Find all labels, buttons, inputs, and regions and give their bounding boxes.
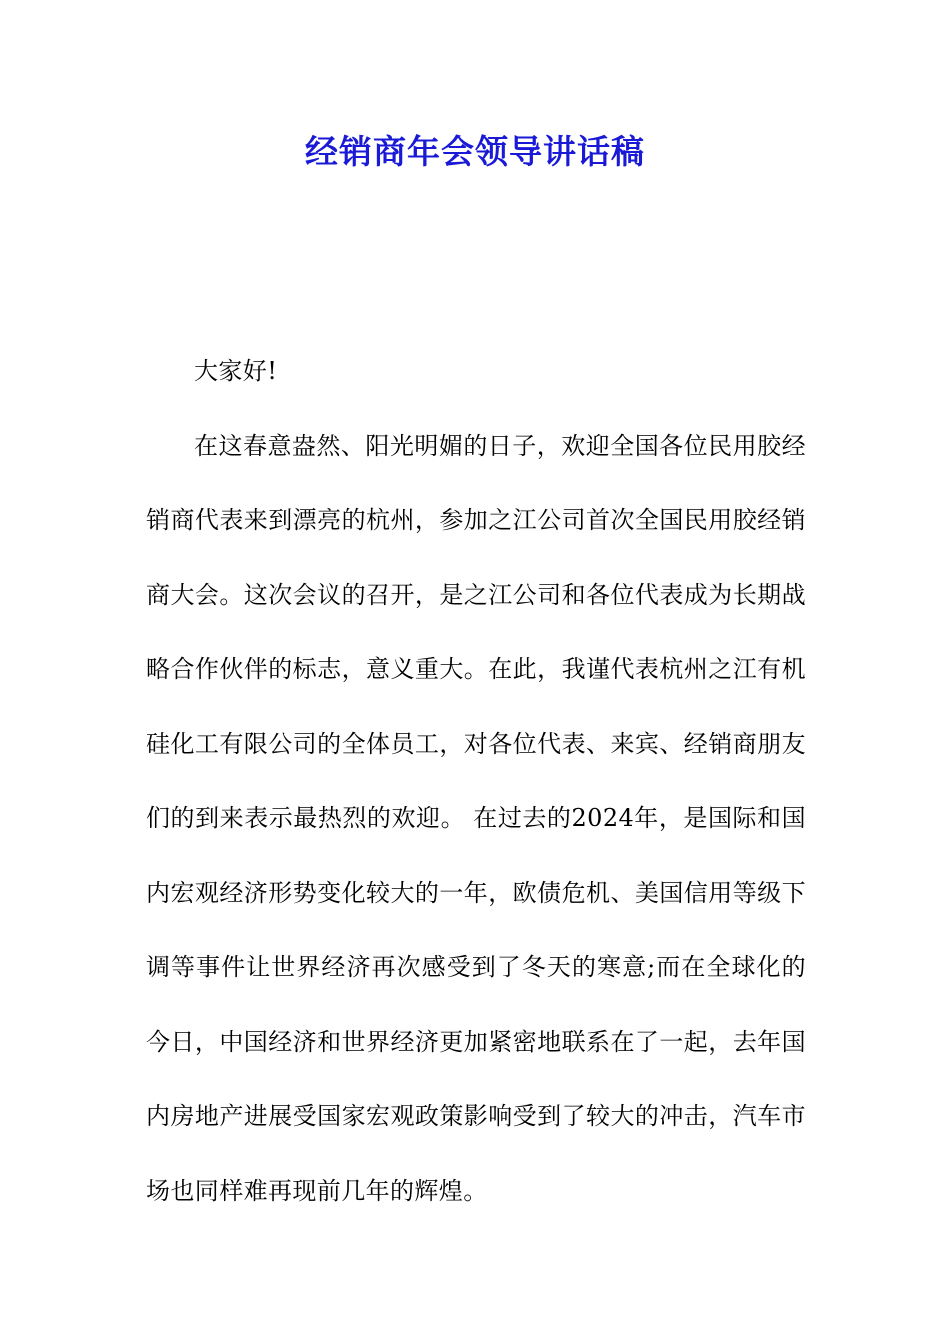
greeting-paragraph: 大家好!	[194, 357, 278, 385]
body-paragraph: 在这春意盎然、阳光明媚的日子，欢迎全国各位民用胶经销商代表来到漂亮的杭州，参加之江公司首次全国民用胶经销商大会。这次会议的召开，是之江公司和各位代表成为长期战略合作伙伴的标志，意义重大。在此，我谨代表杭州之江有机硅化工有限公司的全体员工，对各位代表、来宾、经销商朋友们的到来表示最热烈的欢迎。 在过去的2024年，是国际和国内宏观经济形势变化较大的一年，欧债危机、美国信用等级下调等事件让世界经济再次感受到了冬天的寒意;而在全球化的今日，中国经济和世界经济更加紧密地联系在了一起，去年国内房地产进展受国家宏观政策影响受到了较大的冲击，汽车市场也同样难再现前几年的辉煌。	[146, 431, 806, 1205]
document-body	[146, 334, 806, 1228]
document-title: 经销商年会领导讲话稿	[305, 132, 645, 171]
